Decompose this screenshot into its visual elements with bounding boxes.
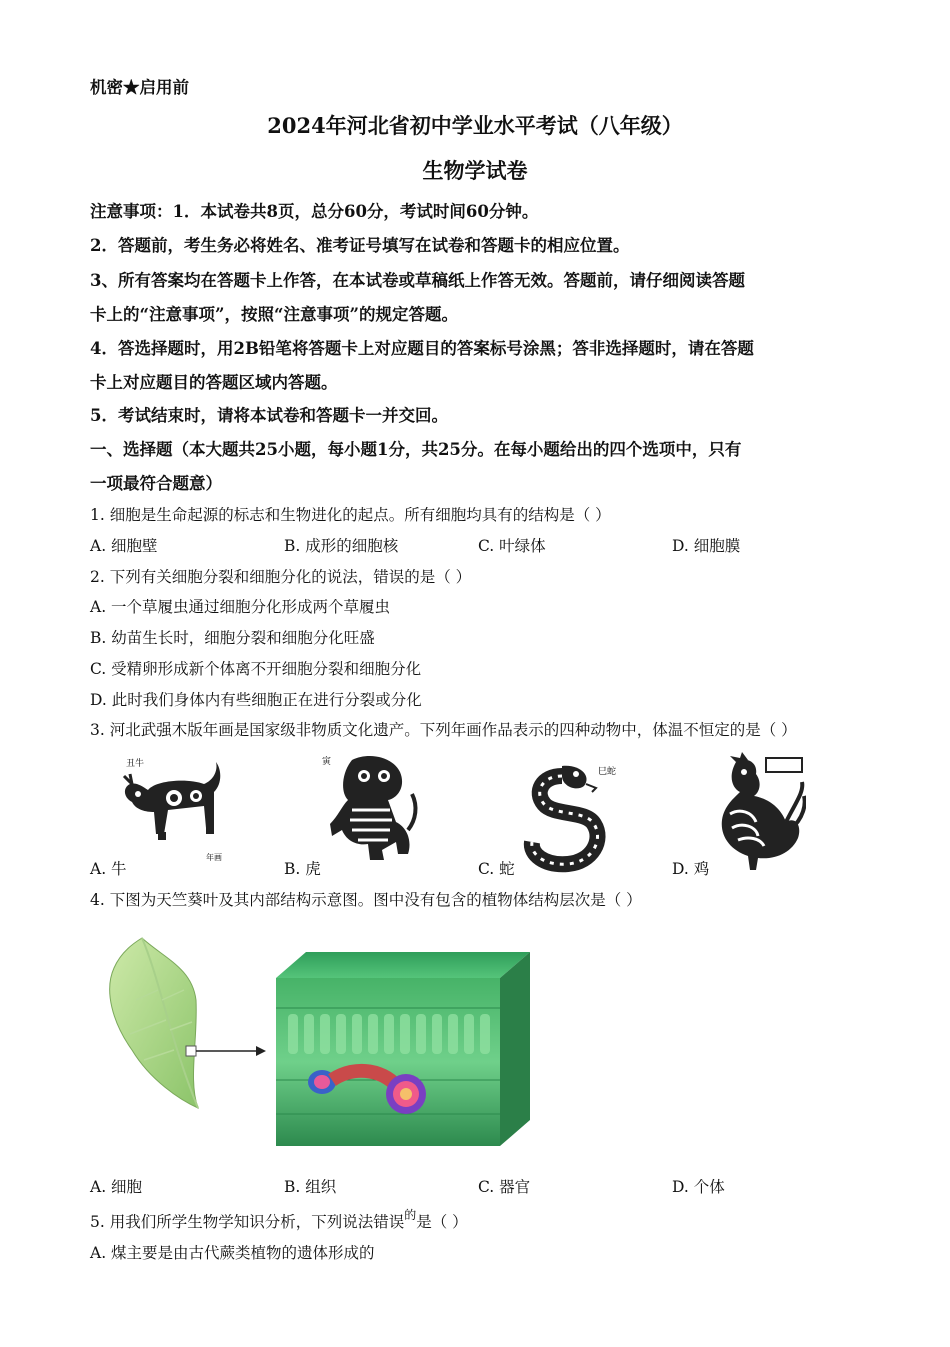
option-c: C. 受精卵形成新个体离不开细胞分裂和细胞分化	[90, 660, 422, 678]
svg-text:巳蛇: 巳蛇	[598, 767, 617, 777]
option-b: B. 组织	[284, 1178, 337, 1196]
option-a: A. 一个草履虫通过细胞分化形成两个草履虫	[90, 598, 391, 616]
exam-subtitle: 生物学试卷	[422, 158, 528, 183]
option-d: D. 此时我们身体内有些细胞正在进行分裂或分化	[90, 691, 422, 709]
question-stem-text: 是（ ）	[416, 1213, 468, 1231]
option-c: C. 蛇	[478, 860, 515, 878]
exam-title: 2024年河北省初中学业水平考试（八年级）	[267, 113, 683, 138]
note-line: 5．考试结束时，请将本试卷和答题卡一并交回。	[90, 406, 448, 425]
note-line: 卡上对应题目的答题区域内答题。	[90, 373, 338, 392]
geranium-leaf-diagram	[100, 930, 540, 1162]
option-a: A. 牛	[90, 860, 127, 878]
note-line: 卡上的“注意事项”，按照“注意事项”的规定答题。	[90, 305, 458, 324]
svg-text:年画: 年画	[206, 853, 222, 862]
option-b: B. 成形的细胞核	[284, 537, 399, 555]
note-line: 注意事项：1．本试卷共8页，总分60分，考试时间60分钟。	[90, 202, 539, 221]
option-d: D. 鸡	[672, 860, 710, 878]
question-stem	[90, 1210, 468, 1232]
note-line: 2．答题前，考生务必将姓名、准考证号填写在试卷和答题卡的相应位置。	[90, 236, 630, 255]
confidential-mark: 机密★启用前	[90, 78, 189, 97]
svg-text:丑牛: 丑牛	[126, 759, 145, 769]
question-stem-raised-char: 的	[404, 1208, 417, 1222]
rooster-woodcut-image	[706, 752, 806, 874]
question-stem: 1. 细胞是生命起源的标志和生物进化的起点。所有细胞均具有的结构是（ ）	[90, 506, 611, 524]
option-a: A. 煤主要是由古代蕨类植物的遗体形成的	[90, 1244, 375, 1262]
option-a: A. 细胞壁	[90, 537, 158, 555]
question-stem: 2. 下列有关细胞分裂和细胞分化的说法，错误的是（ ）	[90, 568, 472, 586]
question-stem-text: 5. 用我们所学生物学知识分析，下列说法错误	[90, 1213, 405, 1231]
note-line: 4．答选择题时，用2B铅笔将答题卡上对应题目的答案标号涂黑；答非选择题时，请在答题	[90, 339, 754, 358]
option-d: D. 个体	[672, 1178, 725, 1196]
option-a: A. 细胞	[90, 1178, 143, 1196]
svg-text:寅: 寅	[322, 757, 332, 767]
option-b: B. 虎	[284, 860, 321, 878]
option-d: D. 细胞膜	[672, 537, 741, 555]
question-stem: 3. 河北武强木版年画是国家级非物质文化遗产。下列年画作品表示的四种动物中，体温不恒定的是（ ）	[90, 721, 797, 739]
option-c: C. 器官	[478, 1178, 531, 1196]
question-stem: 4. 下图为天竺葵叶及其内部结构示意图。图中没有包含的植物体结构层次是（ ）	[90, 891, 642, 909]
snake-woodcut-image	[514, 758, 624, 876]
ox-woodcut-image	[118, 750, 228, 870]
section-heading: 一、选择题（本大题共25小题，每小题1分，共25分。在每小题给出的四个选项中，只有	[90, 440, 742, 459]
option-b: B. 幼苗生长时，细胞分裂和细胞分化旺盛	[90, 629, 375, 647]
tiger-woodcut-image	[312, 750, 422, 870]
section-heading: 一项最符合题意）	[90, 474, 222, 493]
option-c: C. 叶绿体	[478, 537, 546, 555]
note-line: 3、所有答案均在答题卡上作答，在本试卷或草稿纸上作答无效。答题前，请仔细阅读答题	[90, 271, 745, 290]
